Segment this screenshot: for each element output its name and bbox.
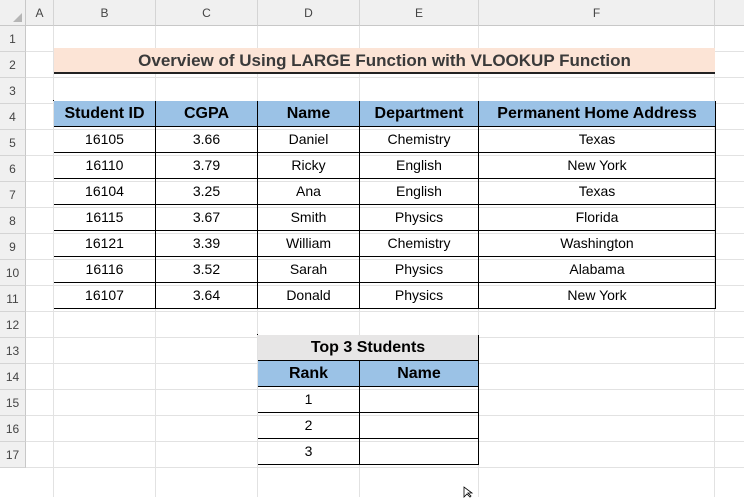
row-header-6[interactable]: 6 — [0, 156, 26, 182]
row-header-5[interactable]: 5 — [0, 130, 26, 156]
department-cell[interactable]: English — [360, 153, 479, 179]
header-name[interactable]: Name — [258, 101, 360, 127]
row-header-2[interactable]: 2 — [0, 52, 26, 78]
row-header-1[interactable]: 1 — [0, 26, 26, 52]
column-header-e[interactable]: E — [360, 0, 479, 26]
cgpa-cell[interactable]: 3.39 — [156, 231, 258, 257]
name-cell[interactable]: Ricky — [258, 153, 360, 179]
top-name-cell[interactable] — [360, 439, 479, 465]
row-header-17[interactable]: 17 — [0, 442, 26, 468]
row-header-11[interactable]: 11 — [0, 286, 26, 312]
student-table — [53, 100, 697, 303]
sheet-title[interactable]: Overview of Using LARGE Function with VLOOKUP Function — [54, 48, 715, 74]
student-id-cell[interactable]: 16105 — [54, 127, 156, 153]
address-cell[interactable]: Alabama — [479, 257, 716, 283]
address-cell[interactable]: Washington — [479, 231, 716, 257]
student-id-cell[interactable]: 16121 — [54, 231, 156, 257]
top-name-cell[interactable] — [360, 387, 479, 413]
row-header-9[interactable]: 9 — [0, 234, 26, 260]
student-id-cell[interactable]: 16116 — [54, 257, 156, 283]
header-rank[interactable]: Rank — [258, 361, 360, 387]
row-header-16[interactable]: 16 — [0, 416, 26, 442]
header-top-name[interactable]: Name — [360, 361, 479, 387]
address-cell[interactable]: New York — [479, 153, 716, 179]
name-cell[interactable]: Donald — [258, 283, 360, 309]
mouse-cursor-icon — [463, 486, 475, 498]
rank-cell[interactable]: 1 — [258, 387, 360, 413]
top3-table — [257, 334, 441, 459]
column-header-c[interactable]: C — [156, 0, 258, 26]
department-cell[interactable]: Physics — [360, 205, 479, 231]
row-header-12[interactable]: 12 — [0, 312, 26, 338]
row-header-13[interactable]: 13 — [0, 338, 26, 364]
column-header-f[interactable]: F — [479, 0, 715, 26]
top-name-cell[interactable] — [360, 413, 479, 439]
address-cell[interactable]: Texas — [479, 179, 716, 205]
row-header-7[interactable]: 7 — [0, 182, 26, 208]
name-cell[interactable]: Smith — [258, 205, 360, 231]
rank-cell[interactable]: 3 — [258, 439, 360, 465]
department-cell[interactable]: Physics — [360, 283, 479, 309]
student-id-cell[interactable]: 16115 — [54, 205, 156, 231]
header-department[interactable]: Department — [360, 101, 479, 127]
row-header-15[interactable]: 15 — [0, 390, 26, 416]
header-cgpa[interactable]: CGPA — [156, 101, 258, 127]
name-cell[interactable]: Sarah — [258, 257, 360, 283]
cgpa-cell[interactable]: 3.66 — [156, 127, 258, 153]
name-cell[interactable]: William — [258, 231, 360, 257]
select-all-corner[interactable] — [0, 0, 26, 26]
department-cell[interactable]: English — [360, 179, 479, 205]
header-address[interactable]: Permanent Home Address — [479, 101, 716, 127]
column-header-a[interactable]: A — [26, 0, 54, 26]
department-cell[interactable]: Chemistry — [360, 231, 479, 257]
name-cell[interactable]: Daniel — [258, 127, 360, 153]
student-id-cell[interactable]: 16107 — [54, 283, 156, 309]
top3-title[interactable]: Top 3 Students — [258, 335, 479, 361]
header-student-id[interactable]: Student ID — [54, 101, 156, 127]
name-cell[interactable]: Ana — [258, 179, 360, 205]
address-cell[interactable]: New York — [479, 283, 716, 309]
address-cell[interactable]: Florida — [479, 205, 716, 231]
cgpa-cell[interactable]: 3.25 — [156, 179, 258, 205]
cgpa-cell[interactable]: 3.52 — [156, 257, 258, 283]
column-header-b[interactable]: B — [54, 0, 156, 26]
cgpa-cell[interactable]: 3.67 — [156, 205, 258, 231]
department-cell[interactable]: Physics — [360, 257, 479, 283]
student-id-cell[interactable]: 16110 — [54, 153, 156, 179]
address-cell[interactable]: Texas — [479, 127, 716, 153]
row-header-10[interactable]: 10 — [0, 260, 26, 286]
row-header-8[interactable]: 8 — [0, 208, 26, 234]
row-header-14[interactable]: 14 — [0, 364, 26, 390]
rank-cell[interactable]: 2 — [258, 413, 360, 439]
cgpa-cell[interactable]: 3.79 — [156, 153, 258, 179]
row-header-3[interactable]: 3 — [0, 78, 26, 104]
row-header-4[interactable]: 4 — [0, 104, 26, 130]
column-header-d[interactable]: D — [258, 0, 360, 26]
student-id-cell[interactable]: 16104 — [54, 179, 156, 205]
department-cell[interactable]: Chemistry — [360, 127, 479, 153]
column-header-g[interactable] — [715, 0, 744, 26]
cgpa-cell[interactable]: 3.64 — [156, 283, 258, 309]
